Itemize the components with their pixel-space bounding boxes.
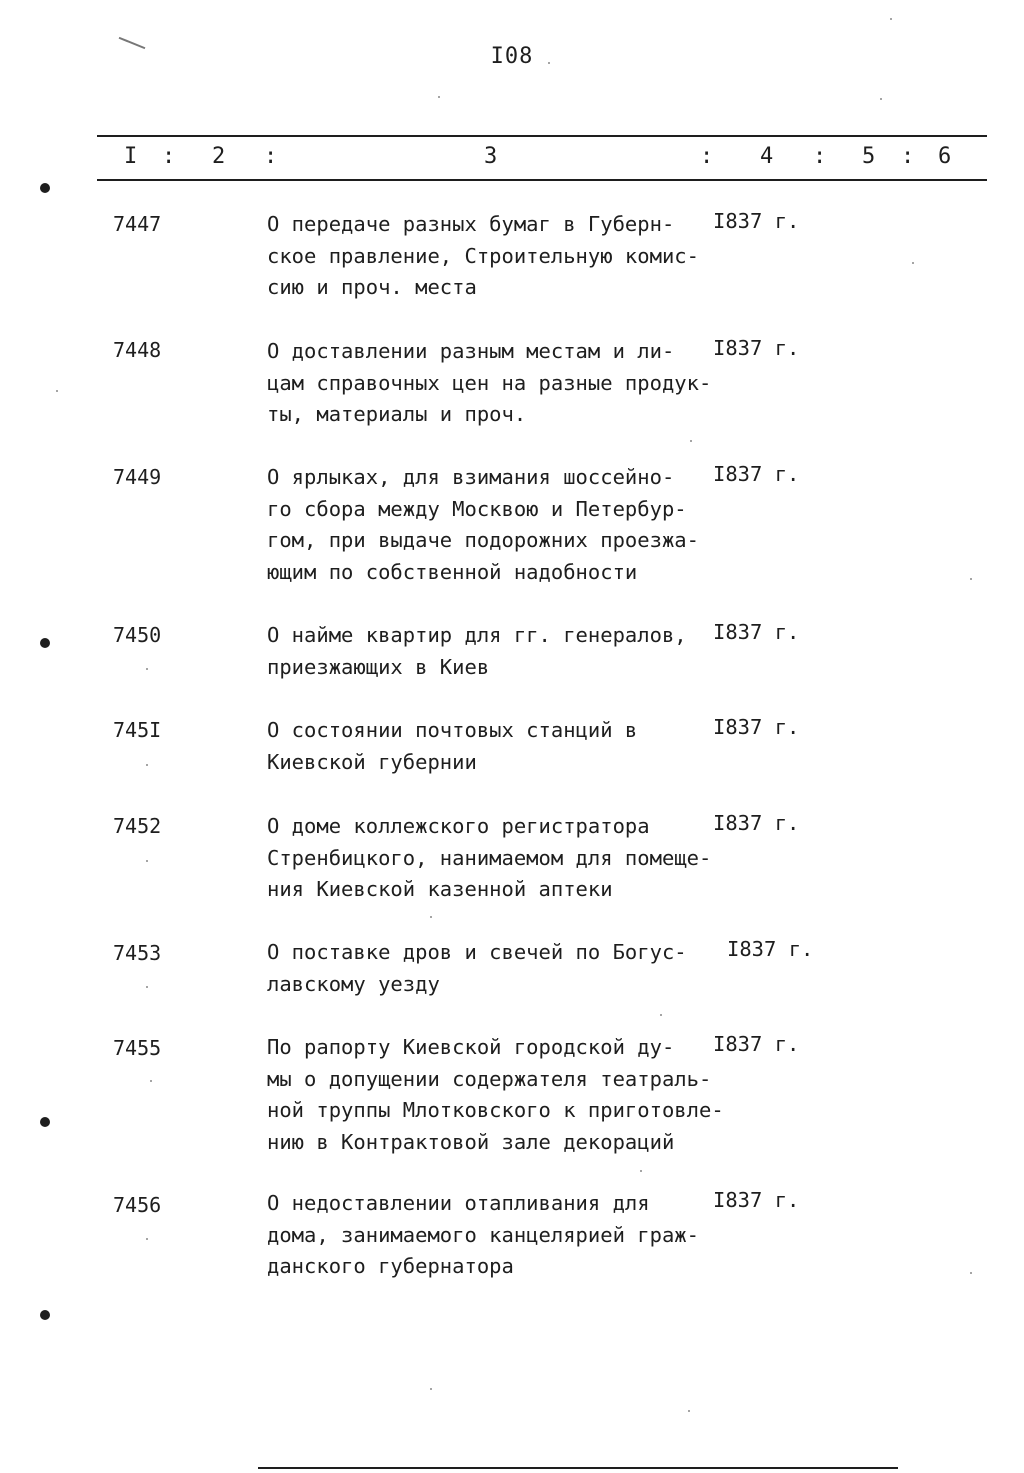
entry-title-line: мы о допущении содержателя театраль- xyxy=(267,1066,712,1091)
scan-speck xyxy=(688,1410,690,1412)
column-header-1: I xyxy=(124,144,138,169)
entry-number: 7447 xyxy=(113,212,162,236)
scan-speck xyxy=(690,440,692,442)
scan-speck xyxy=(430,916,432,918)
entry-title xyxy=(267,1032,727,1158)
page-number: I08 xyxy=(490,44,534,69)
entry-year: I837 г. xyxy=(713,1032,800,1056)
entry-title-line: дома, занимаемого канцелярией граж- xyxy=(267,1222,699,1247)
scan-speck xyxy=(660,1014,662,1016)
column-separator: : xyxy=(813,144,827,169)
column-separator: : xyxy=(162,144,176,169)
entry-number: 7448 xyxy=(113,338,162,362)
scan-speck xyxy=(56,390,58,392)
scan-speck xyxy=(640,1170,642,1172)
column-separator: : xyxy=(901,144,915,169)
scan-speck xyxy=(970,1272,972,1274)
entry-year: I837 г. xyxy=(713,336,800,360)
entry-title-line: сию и проч. места xyxy=(267,275,477,299)
scan-speck xyxy=(548,62,550,64)
entry-title xyxy=(267,937,727,1000)
scan-speck xyxy=(146,1238,148,1240)
entry-year: I837 г. xyxy=(713,462,800,486)
entry-title-line: Киевской губернии xyxy=(267,749,477,774)
entry-number: 745I xyxy=(113,718,162,742)
scan-speck xyxy=(146,860,148,862)
entry-title-line: гом, при выдаче подорожних проезжа- xyxy=(267,528,699,552)
column-header-6: 6 xyxy=(938,144,952,169)
column-header-5: 5 xyxy=(862,144,876,169)
entry-title-line: Стренбицкого, нанимаемом для помеще- xyxy=(267,845,712,870)
entry-year: I837 г. xyxy=(713,1188,800,1212)
scan-speck xyxy=(912,262,914,264)
entry-title xyxy=(267,336,727,431)
entry-year: I837 г. xyxy=(713,715,800,739)
entry-title-line: О доставлении разным местам и ли- xyxy=(267,339,675,363)
scan-speck xyxy=(430,1388,432,1390)
column-separator: : xyxy=(264,144,278,169)
entry-title-line: цам справочных цен на разные продук- xyxy=(267,370,712,395)
scan-speck xyxy=(146,764,148,766)
entry-title xyxy=(267,620,727,683)
scan-speck xyxy=(970,578,972,580)
entry-number: 7450 xyxy=(113,623,162,647)
scan-speck xyxy=(880,98,882,100)
entry-title xyxy=(267,715,727,778)
entry-title-line: го сбора между Москвою и Петербур- xyxy=(267,496,687,521)
entry-title-line: По рапорту Киевской городской ду- xyxy=(267,1035,675,1059)
entry-title-line: О недоставлении отапливания для xyxy=(267,1191,650,1215)
entry-number: 7456 xyxy=(113,1193,162,1217)
entry-title-line: ты, материалы и проч. xyxy=(267,402,527,426)
scan-speck xyxy=(890,18,892,20)
punch-hole xyxy=(40,638,50,648)
entry-number: 7455 xyxy=(113,1036,162,1060)
entry-title-line: О поставке дров и свечей по Богус- xyxy=(267,940,687,964)
entry-year: I837 г. xyxy=(713,209,800,233)
footer-rule xyxy=(258,1467,898,1469)
entry-title-line: О передаче разных бумаг в Губерн- xyxy=(267,212,675,236)
entry-title xyxy=(267,1188,727,1283)
entry-year: I837 г. xyxy=(727,937,814,961)
entry-title-line: О доме коллежского регистратора xyxy=(267,814,650,838)
header-bottom-rule xyxy=(97,179,987,181)
scan-speck xyxy=(150,1080,152,1082)
header-top-rule xyxy=(97,135,987,137)
entry-title xyxy=(267,209,727,304)
column-header-3: 3 xyxy=(484,144,498,169)
punch-hole xyxy=(40,1117,50,1127)
column-header-4: 4 xyxy=(760,144,774,169)
punch-hole xyxy=(40,183,50,193)
entry-title-line: лавскому уезду xyxy=(267,971,440,996)
entry-number: 7452 xyxy=(113,814,162,838)
entry-title-line: приезжающих в Киев xyxy=(267,654,490,679)
entry-year: I837 г. xyxy=(713,811,800,835)
entry-title-line: О ярлыках, для взимания шоссейно- xyxy=(267,465,675,489)
entry-title xyxy=(267,811,727,906)
entry-title-line: О найме квартир для гг. генералов, xyxy=(267,623,687,647)
punch-hole xyxy=(40,1310,50,1320)
column-separator: : xyxy=(700,144,714,169)
entry-title-line: ния Киевской казенной аптеки xyxy=(267,877,613,901)
entry-title-line: О состоянии почтовых станций в xyxy=(267,718,638,742)
scan-speck xyxy=(146,986,148,988)
entry-number: 7453 xyxy=(113,941,162,965)
entry-number: 7449 xyxy=(113,465,162,489)
entry-title xyxy=(267,462,727,588)
entry-title-line: ющим по собственной надобности xyxy=(267,559,638,584)
entry-title-line: нию в Контрактовой зале декораций xyxy=(267,1129,675,1154)
column-header-2: 2 xyxy=(212,144,226,169)
entry-title-line: ной труппы Млотковского к приготовле- xyxy=(267,1098,724,1122)
entry-year: I837 г. xyxy=(713,620,800,644)
scan-speck xyxy=(146,668,148,670)
entry-title-line: данского губернатора xyxy=(267,1254,514,1278)
scan-speck xyxy=(438,96,440,98)
entry-title-line: ское правление, Строительную комис- xyxy=(267,243,699,268)
